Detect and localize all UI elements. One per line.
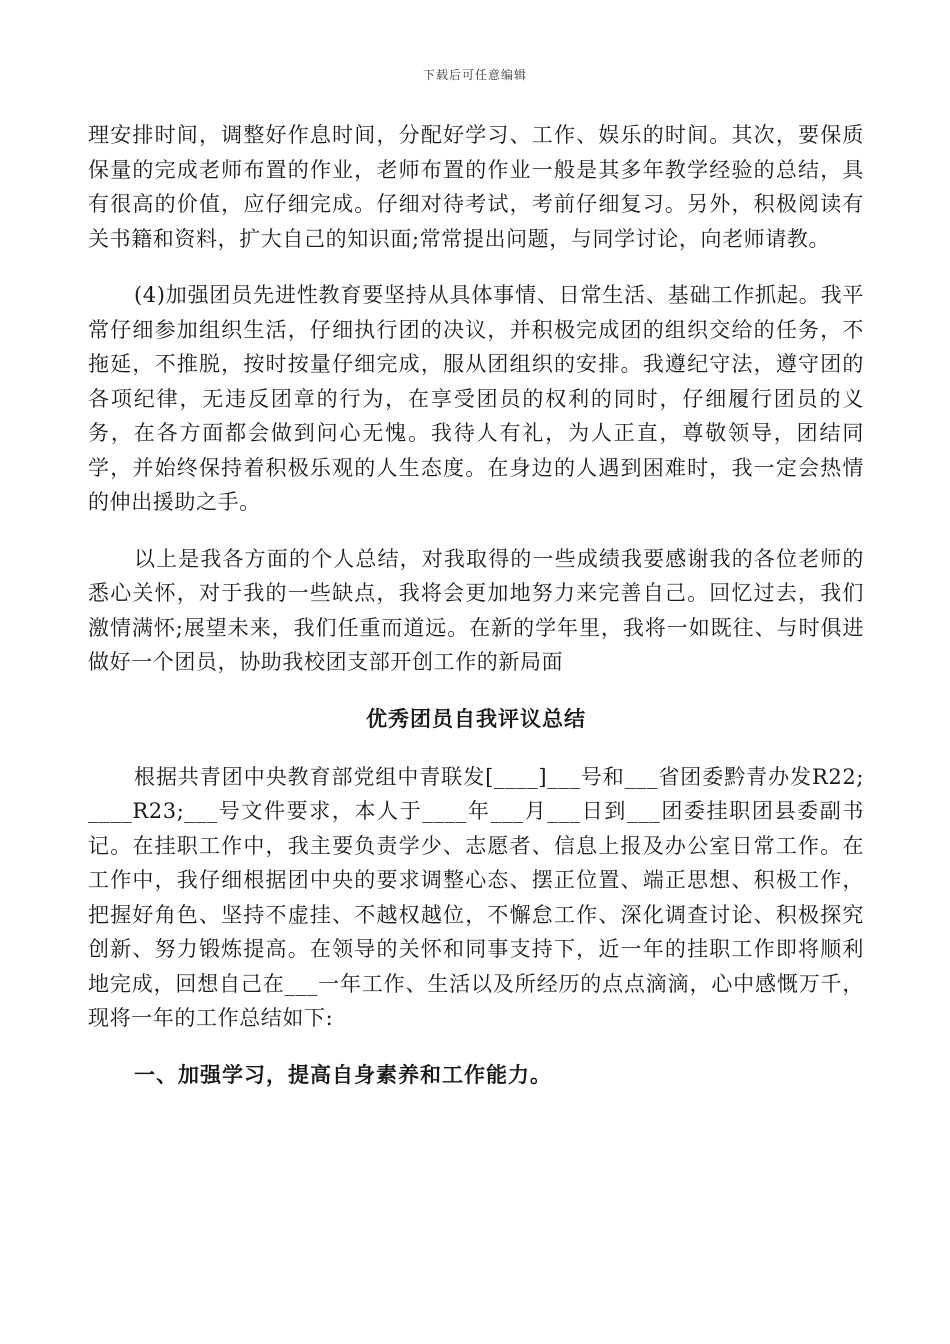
document-body (88, 118, 864, 1092)
header-note: 下载后可任意编辑 (422, 68, 527, 82)
subheading-learning: 一、加强学习，提高自身素养和工作能力。 (134, 1061, 552, 1087)
paragraph-intro: 根据共青团中央教育部党组中青联发[____]___号和___省团委黔青办发R22;____R23;___号文件要求，本人于____年___月___日到___团委挂职团县委副书记。在挂职工作中，我主要负责学少、志愿者、信息上报及办公室日常工作。在工作中，我仔细根据团中央的要求调整心态、摆正位置、端正思想、积极工作，把握好角色、坚持不虚挂、不越权越位，不懈怠工作、深化调查讨论、积极探究创新、努力锻炼提高。在领导的关怀和同事支持下，近一年的挂职工作即将顺利地完成，回想自己在___一年工作、生活以及所经历的点点滴滴，心中感慨万千，现将一年的工作总结如下: (88, 764, 864, 1030)
section-title: 优秀团员自我评议总结 (366, 705, 586, 731)
paragraph-advanced-education: (4)加强团员先进性教育要坚持从具体事情、日常生活、基础工作抓起。我平常仔细参加组织生活，仔细执行团的决议，并积极完成团的组织交给的任务，不拖延，不推脱，按时按量仔细完成，服从团组织的安排。我遵纪守法，遵守团的各项纪律，无违反团章的行为，在享受团员的权利的同时，仔细履行团员的义务，在各方面都会做到问心无愧。我待人有礼，为人正直，尊敬领导，团结同学，并始终保持着积极乐观的人生态度。在身边的人遇到困难时，我一定会热情的伸出援助之手。 (88, 283, 864, 514)
paragraph-conclusion: 以上是我各方面的个人总结，对我取得的一些成绩我要感谢我的各位老师的悉心关怀，对于我的一些缺点，我将会更加地努力来完善自己。回忆过去，我们激情满怀;展望未来，我们任重而道远。在新的学年里，我将一如既往、与时俱进做好一个团员，协助我校团支部开创工作的新局面 (88, 546, 864, 674)
paragraph-study-habits: 理安排时间，调整好作息时间，分配好学习、工作、娱乐的时间。其次，要保质保量的完成老师布置的作业，老师布置的作业一般是其多年教学经验的总结，具有很高的价值，应仔细完成。仔细对待考试，考前仔细复习。另外，积极阅读有关书籍和资料，扩大自己的知识面;常常提出问题，与同学讨论，向老师请教。 (88, 123, 864, 251)
